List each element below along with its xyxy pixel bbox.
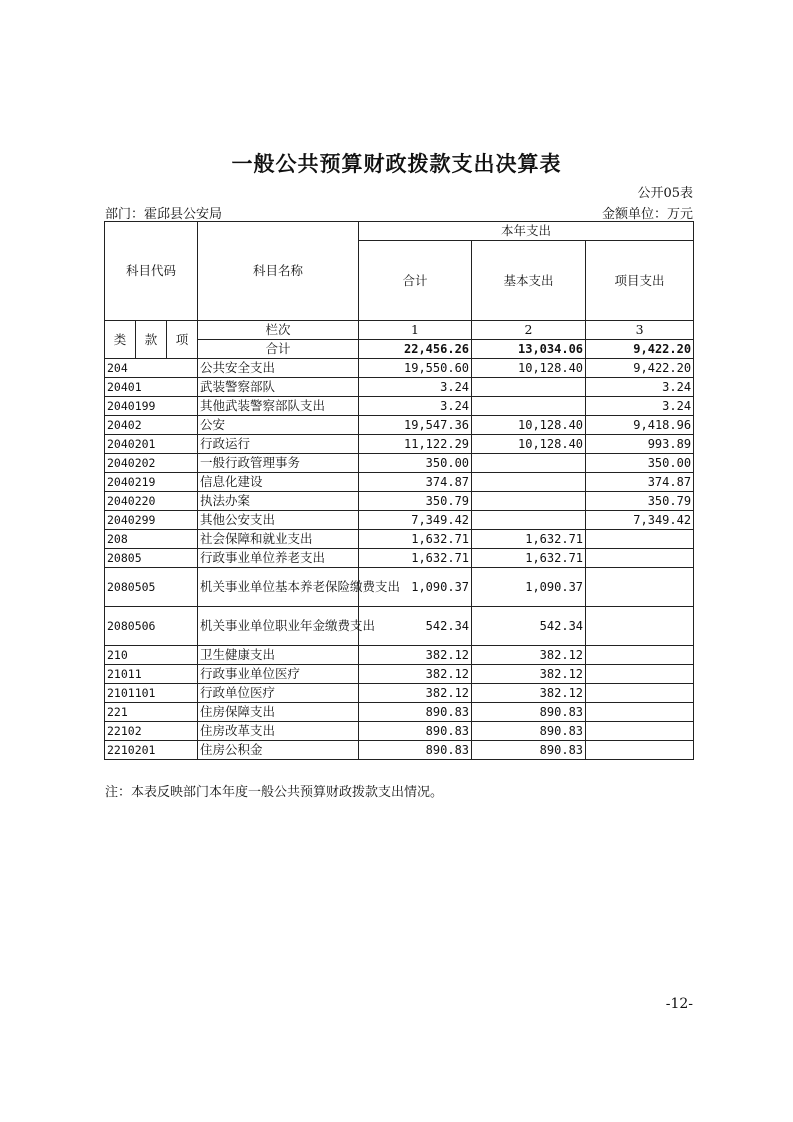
- project-expense-value: [586, 665, 694, 684]
- subject-code: 2210201: [105, 741, 198, 760]
- table-row: [105, 492, 694, 511]
- total-value: 382.12: [359, 665, 472, 684]
- basic-expense-value: 542.34: [472, 607, 586, 646]
- subject-code: 21011: [105, 665, 198, 684]
- project-expense-value: 9,418.96: [586, 416, 694, 435]
- table-note: 注：本表反映部门本年度一般公共预算财政拨款支出情况。: [105, 785, 444, 800]
- table-row: [105, 435, 694, 454]
- subject-code: 208: [105, 530, 198, 549]
- total-value: 890.83: [359, 722, 472, 741]
- subject-code: 20402: [105, 416, 198, 435]
- total-value: 374.87: [359, 473, 472, 492]
- basic-expense-value: [472, 473, 586, 492]
- project-expense-value: 993.89: [586, 435, 694, 454]
- subject-name: 行政单位医疗: [198, 684, 359, 703]
- basic-expense-value: 382.12: [472, 684, 586, 703]
- page-title: 一般公共预算财政拨款支出决算表: [231, 152, 562, 176]
- subject-name: 一般行政管理事务: [198, 454, 359, 473]
- subject-code: 2080505: [105, 568, 198, 607]
- budget-table: [104, 221, 694, 760]
- total-value: 7,349.42: [359, 511, 472, 530]
- table-row: [105, 378, 694, 397]
- header-lei: 类: [105, 321, 136, 359]
- basic-expense-value: 890.83: [472, 722, 586, 741]
- basic-expense-value: [472, 492, 586, 511]
- subject-name: 其他武装警察部队支出: [198, 397, 359, 416]
- total-value: 350.00: [359, 454, 472, 473]
- table-row: [105, 684, 694, 703]
- project-expense-value: [586, 646, 694, 665]
- basic-expense-value: [472, 454, 586, 473]
- table-row: [105, 397, 694, 416]
- sum-project-value: 9,422.20: [586, 340, 694, 359]
- basic-expense-value: 1,090.37: [472, 568, 586, 607]
- header-xiang: 项: [167, 321, 198, 359]
- total-value: 1,632.71: [359, 530, 472, 549]
- project-expense-value: 350.00: [586, 454, 694, 473]
- project-expense-value: [586, 684, 694, 703]
- subject-name: 公安: [198, 416, 359, 435]
- project-expense-value: 9,422.20: [586, 359, 694, 378]
- subject-name: 卫生健康支出: [198, 646, 359, 665]
- subject-code: 2040220: [105, 492, 198, 511]
- project-expense-value: 374.87: [586, 473, 694, 492]
- project-expense-value: 3.24: [586, 378, 694, 397]
- subject-name: 行政运行: [198, 435, 359, 454]
- column-number-2: 2: [472, 321, 586, 340]
- header-basic-expense: 基本支出: [472, 241, 586, 321]
- table-row: [105, 741, 694, 760]
- header-subject-name: 科目名称: [198, 222, 359, 321]
- header-kuan: 款: [136, 321, 167, 359]
- total-value: 382.12: [359, 646, 472, 665]
- subject-code: 2040199: [105, 397, 198, 416]
- basic-expense-value: 10,128.40: [472, 359, 586, 378]
- table-row: [105, 530, 694, 549]
- project-expense-value: [586, 549, 694, 568]
- subject-name: 公共安全支出: [198, 359, 359, 378]
- amount-unit-label: 金额单位：万元: [601, 207, 693, 222]
- project-expense-value: [586, 530, 694, 549]
- project-expense-value: [586, 741, 694, 760]
- basic-expense-value: 10,128.40: [472, 416, 586, 435]
- total-value: 382.12: [359, 684, 472, 703]
- total-value: 1,632.71: [359, 549, 472, 568]
- subject-name: 武装警察部队: [198, 378, 359, 397]
- subject-name: 住房改革支出: [198, 722, 359, 741]
- subject-name: 其他公安支出: [198, 511, 359, 530]
- sum-total-value: 22,456.26: [359, 340, 472, 359]
- basic-expense-value: 890.83: [472, 741, 586, 760]
- table-row: [105, 665, 694, 684]
- subject-code: 2101101: [105, 684, 198, 703]
- project-expense-value: [586, 722, 694, 741]
- page-number: -12-: [665, 996, 693, 1012]
- subject-name: 行政事业单位医疗: [198, 665, 359, 684]
- subject-code: 20805: [105, 549, 198, 568]
- table-row: [105, 703, 694, 722]
- basic-expense-value: 1,632.71: [472, 549, 586, 568]
- basic-expense-value: [472, 378, 586, 397]
- basic-expense-value: 382.12: [472, 646, 586, 665]
- subject-code: 20401: [105, 378, 198, 397]
- total-value: 1,090.37: [359, 568, 472, 607]
- basic-expense-value: [472, 511, 586, 530]
- project-expense-value: 350.79: [586, 492, 694, 511]
- table-row: [105, 359, 694, 378]
- subject-name: 执法办案: [198, 492, 359, 511]
- total-value: 542.34: [359, 607, 472, 646]
- column-number-3: 3: [586, 321, 694, 340]
- project-expense-value: [586, 568, 694, 607]
- total-value: 11,122.29: [359, 435, 472, 454]
- table-row: [105, 473, 694, 492]
- basic-expense-value: 890.83: [472, 703, 586, 722]
- total-value: 19,550.60: [359, 359, 472, 378]
- table-row: [105, 549, 694, 568]
- sum-row-label: 合计: [198, 340, 359, 359]
- column-number-label: 栏次: [198, 321, 359, 340]
- basic-expense-value: 10,128.40: [472, 435, 586, 454]
- subject-code: 22102: [105, 722, 198, 741]
- subject-name: 信息化建设: [198, 473, 359, 492]
- table-row: [105, 568, 694, 607]
- header-year-expense: 本年支出: [359, 222, 694, 241]
- subject-code: 204: [105, 359, 198, 378]
- total-value: 3.24: [359, 378, 472, 397]
- table-row: [105, 511, 694, 530]
- subject-name: 机关事业单位基本养老保险缴费支出: [198, 568, 359, 607]
- total-value: 19,547.36: [359, 416, 472, 435]
- form-number: 公开05表: [637, 186, 693, 201]
- basic-expense-value: 1,632.71: [472, 530, 586, 549]
- table-row: [105, 416, 694, 435]
- header-project-expense: 项目支出: [586, 241, 694, 321]
- subject-name: 住房保障支出: [198, 703, 359, 722]
- table-row: [105, 646, 694, 665]
- subject-code: 221: [105, 703, 198, 722]
- total-value: 890.83: [359, 703, 472, 722]
- column-number-1: 1: [359, 321, 472, 340]
- subject-name: 机关事业单位职业年金缴费支出: [198, 607, 359, 646]
- total-value: 350.79: [359, 492, 472, 511]
- subject-name: 社会保障和就业支出: [198, 530, 359, 549]
- subject-code: 2040219: [105, 473, 198, 492]
- total-value: 3.24: [359, 397, 472, 416]
- table-row: [105, 722, 694, 741]
- total-value: 890.83: [359, 741, 472, 760]
- department-label: 部门：霍邱县公安局: [105, 207, 223, 222]
- subject-code: 210: [105, 646, 198, 665]
- project-expense-value: 7,349.42: [586, 511, 694, 530]
- table-row: [105, 607, 694, 646]
- basic-expense-value: [472, 397, 586, 416]
- project-expense-value: [586, 703, 694, 722]
- subject-code: 2040299: [105, 511, 198, 530]
- basic-expense-value: 382.12: [472, 665, 586, 684]
- subject-name: 行政事业单位养老支出: [198, 549, 359, 568]
- subject-name: 住房公积金: [198, 741, 359, 760]
- project-expense-value: 3.24: [586, 397, 694, 416]
- subject-code: 2040202: [105, 454, 198, 473]
- subject-code: 2040201: [105, 435, 198, 454]
- header-subject-code: 科目代码: [105, 222, 198, 321]
- sum-basic-value: 13,034.06: [472, 340, 586, 359]
- subject-code: 2080506: [105, 607, 198, 646]
- project-expense-value: [586, 607, 694, 646]
- header-total: 合计: [359, 241, 472, 321]
- table-row: [105, 454, 694, 473]
